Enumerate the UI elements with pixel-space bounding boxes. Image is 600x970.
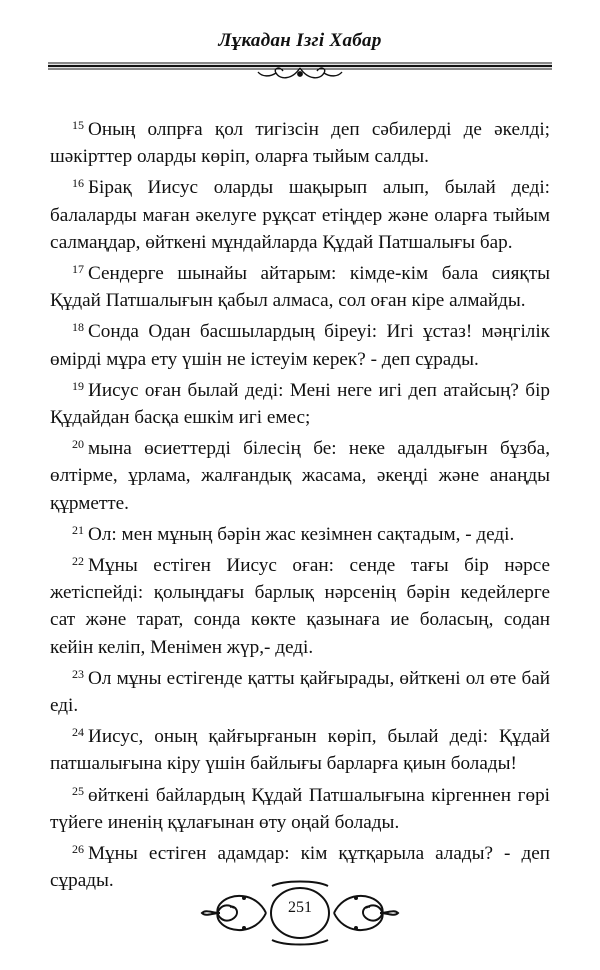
footer-ornament	[200, 878, 400, 948]
verse-number: 19	[72, 378, 84, 393]
verse-text: Бірақ Иисус оларды шақырып алып, былай деді: балаларды маған әкелуге рұқсат етіңдер және оларға тыйым салмаңдар, өйткені мұндайларда Құдай Патшалығы бар.	[50, 177, 550, 253]
verse-text: Сонда Одан басшылардың біреуі: Игі ұстаз! мәңгілік өмірді мұра ету үшін не істеуім керек? - деп сұрады.	[50, 321, 550, 370]
verse-number: 23	[72, 666, 84, 681]
verse-15	[50, 112, 550, 170]
page-number: 251	[288, 899, 312, 916]
verse-number: 22	[72, 554, 84, 569]
verse-16	[50, 170, 550, 256]
running-header: Лұкадан Ізгі Хабар	[218, 30, 382, 51]
verse-text: Ол: мен мұның бәрін жас кезімнен сақтадым, - деді.	[88, 523, 515, 545]
verse-number: 25	[72, 783, 84, 798]
verse-text: Оның олпрға қол тигізсін деп сәбилерді де әкелді; шәкірттер оларды көріп, оларға тыйым салды.	[50, 119, 550, 168]
verse-text: мына өсиеттерді білесің бе: неке адалдығын бұзба, өлтірме, ұрлама, жалғандық жасама, әкеңді және анаңды құрметте.	[50, 438, 550, 514]
verse-19	[50, 373, 550, 431]
header-ornament-rule	[48, 58, 552, 84]
verse-number: 24	[72, 725, 84, 740]
verse-number: 17	[72, 262, 84, 277]
verse-text: Мұны естіген адамдар: кім құтқарыла алады? - деп сұрады.	[50, 843, 550, 892]
verse-number: 15	[72, 118, 84, 132]
verse-text: Мұны естіген Иисус оған: сенде тағы бір нәрсе жетіспейді: қолыңдағы барлық нәрсенің бәрін кедейлерге сат және тарат, сонда көкте қазынаға ие боласың, содан кейін келіп, Менімен жүр,- деді.	[50, 555, 550, 658]
verse-22	[50, 548, 550, 661]
verse-text: Иисус оған былай деді: Мені неге игі деп атайсың? бір Құдайдан басқа ешкім игі емес;	[50, 379, 550, 429]
verse-text: Сендерге шынайы айтарым: кімде-кім бала сияқты Құдай Патшалығын қабыл алмаса, сол оған кіре алмайды.	[50, 263, 550, 312]
verse-23	[50, 661, 550, 719]
verse-20	[50, 431, 550, 517]
verse-number: 26	[72, 842, 84, 857]
verse-24	[50, 719, 550, 777]
verse-number: 21	[72, 522, 84, 537]
verse-text: Ол мұны естігенде қатты қайғырады, өйткені ол өте бай еді.	[50, 667, 550, 717]
verse-text: өйткені байлардың Құдай Патшалығына кіргеннен гөрі түйеге иненің құлағынан өту оңай болады.	[50, 784, 550, 833]
verse-text: Иисус, оның қайғырғанын көріп, былай деді: Құдай патшалығына кіру үшін байлығы барларға қиын болады!	[50, 726, 550, 775]
verse-21	[50, 517, 550, 548]
verse-18	[50, 314, 550, 372]
verse-number: 16	[72, 176, 84, 191]
verse-text-block	[50, 112, 550, 894]
verse-17	[50, 256, 550, 314]
verse-number: 18	[72, 320, 84, 335]
verse-25	[50, 778, 550, 836]
verse-number: 20	[72, 437, 84, 452]
